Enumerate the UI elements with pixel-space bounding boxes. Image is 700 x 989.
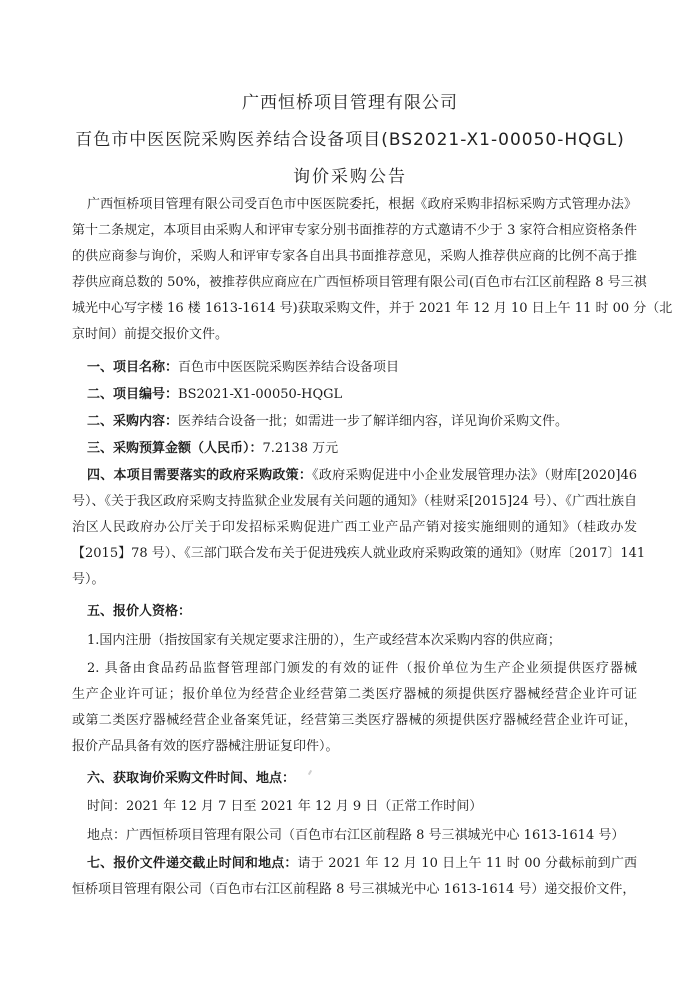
- deadline-second-line: 恒桥项目管理有限公司（百色市右江区前程路 8 号三祺城光中心 1613-1614 号）递交报价文件，: [72, 882, 636, 897]
- obtain-place: 地点：广西恒桥项目管理有限公司（百色市右江区前程路 8 号三祺城光中心 1613-1614 号）: [87, 828, 625, 843]
- project-title: 百色市中医医院采购医养结合设备项目(BS2021-X1-00050-HQGL): [75, 130, 625, 150]
- budget-value: 7.2138 万元: [262, 441, 339, 456]
- project-name-label: 一、项目名称：: [87, 360, 179, 375]
- obtain-heading: 六、获取询价采购文件时间、地点：: [87, 771, 296, 786]
- policy-label: 四、本项目需要落实的政府采购政策：: [87, 468, 313, 483]
- project-name-value: 百色市中医医院采购医养结合设备项目: [178, 360, 400, 375]
- policy-first-text: 《政府采购促进中小企业发展管理办法》（财库[2020]46: [312, 468, 637, 483]
- project-name-row: [87, 360, 399, 376]
- policy-line: 治区人民政府办公厅关于印发招标采购促进广西工业产品产销对接实施细则的通知》（桂政办发: [72, 520, 637, 535]
- qualification-heading: 五、报价人资格：: [87, 604, 192, 619]
- budget-label: 三、采购预算金额（人民币）：: [87, 441, 263, 456]
- company-heading: 广西恒桥项目管理有限公司: [242, 93, 458, 113]
- procurement-content-value: 医养结合设备一批；如需进一步了解详细内容，详见询价采购文件。: [178, 414, 569, 429]
- policy-line: 号）。: [72, 572, 105, 587]
- intro-line: 第十二条规定，本项目由采购人和评审专家分别书面推荐的方式邀请不少于 3 家符合相应资格条件: [72, 223, 637, 238]
- project-number-row: [87, 387, 342, 403]
- obtain-time: 时间：2021 年 12 月 7 日至 2021 年 12 月 9 日（正常工作时间）: [87, 799, 483, 814]
- intro-line: 的供应商参与询价，采购人和评审专家各自出具书面推荐意见，采购人推荐供应商的比例不高于推: [72, 249, 637, 264]
- budget-row: [87, 441, 338, 457]
- deadline-first-text: 请于 2021 年 12 月 10 日上午 11 时 00 分截标前到广西: [297, 856, 637, 871]
- project-number-value: BS2021-X1-00050-HQGL: [178, 387, 343, 402]
- intro-line: 京时间）前提交报价文件。: [72, 327, 229, 342]
- qualification-item-2-line: 2. 具备由食品药品监督管理部门颁发的有效的证件（报价单位为生产企业须提供医疗器械: [87, 661, 637, 676]
- policy-first-line: [87, 468, 637, 484]
- procurement-content-row: [87, 414, 568, 430]
- deadline-label: 七、报价文件递交截止时间和地点：: [87, 856, 298, 871]
- document-title: 询价采购公告: [293, 167, 407, 187]
- scan-speck: [308, 770, 312, 775]
- qualification-item-2-line: 或第二类医疗器械经营企业备案凭证，经营第三类医疗器械的须提供医疗器械经营企业许可证，: [72, 713, 637, 728]
- deadline-first-line: [87, 856, 637, 872]
- policy-line: 号）、《关于我区政府采购支持监狱企业发展有关问题的通知》（桂财采[2015]24 号）、《广西壮族自: [72, 494, 637, 509]
- intro-line: 城光中心写字楼 16 楼 1613-1614 号)获取采购文件，并于 2021 年 12 月 10 日上午 11 时 00 分（北: [72, 301, 673, 316]
- intro-line: 广西恒桥项目管理有限公司受百色市中医医院委托，根据《政府采购非招标采购方式管理办法》: [87, 197, 637, 212]
- procurement-content-label: 二、采购内容：: [87, 414, 179, 429]
- policy-line: 【2015】78 号）、《三部门联合发布关于促进残疾人就业政府采购政策的通知》（财库〔2017〕141: [72, 546, 646, 561]
- qualification-item-2-line: 生产企业许可证；报价单位为经营企业经营第二类医疗器械的须提供医疗器械经营企业许可证: [72, 687, 637, 702]
- qualification-item-1: 1.国内注册（指按国家有关规定要求注册的），生产或经营本次采购内容的供应商；: [87, 633, 561, 648]
- project-number-label: 二、项目编号：: [87, 387, 179, 402]
- qualification-item-2-line: 报价产品具备有效的医疗器械注册证复印件）。: [72, 739, 339, 754]
- intro-line: 荐供应商总数的 50%，被推荐供应商应在广西恒桥项目管理有限公司(百色市右江区前程路 8 号三祺: [72, 275, 647, 290]
